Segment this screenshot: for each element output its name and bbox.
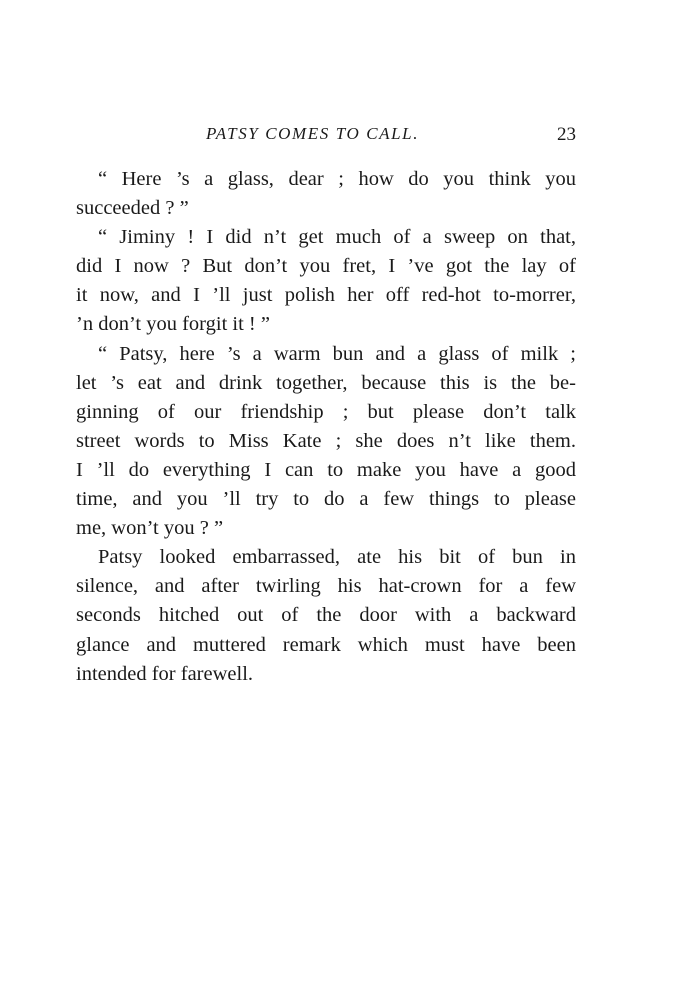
text-line: seconds hitched out of the door with a backward	[76, 604, 576, 627]
paragraph-2	[76, 223, 576, 339]
text-line: ginning of our friendship ; but please don’t talk	[76, 400, 576, 423]
text-line: ’n don’t you forgit it ! ”	[76, 313, 270, 336]
text-line: me, won’t you ? ”	[76, 517, 224, 540]
paragraph-1	[76, 165, 576, 223]
text-line: glance and muttered remark which must have been	[76, 633, 576, 656]
text-line: did I now ? But don’t you fret, I ’ve got the lay of	[76, 255, 576, 278]
text-line: let ’s eat and drink together, because this is the be-	[76, 371, 576, 394]
text-line: Patsy looked embarrassed, ate his bit of bun in	[98, 546, 576, 569]
text-line: “ Patsy, here ’s a warm bun and a glass of milk ;	[98, 342, 576, 365]
text-line: street words to Miss Kate ; she does n’t like them.	[76, 429, 576, 452]
text-line: succeeded ? ”	[76, 197, 189, 220]
paragraph-3	[76, 340, 576, 544]
paragraph-4	[76, 543, 576, 688]
text-line: time, and you ’ll try to do a few things to please	[76, 488, 576, 511]
running-head	[76, 124, 576, 152]
text-line: silence, and after twirling his hat-crown for a few	[76, 575, 576, 598]
running-title: PATSY COMES TO CALL.	[206, 124, 420, 143]
text-line: it now, and I ’ll just polish her off red-hot to-morrer,	[76, 284, 576, 307]
page-number: 23	[557, 124, 576, 145]
text-line: I ’ll do everything I can to make you have a good	[76, 458, 576, 481]
text-line: intended for farewell.	[76, 662, 254, 685]
body-text	[76, 165, 576, 689]
text-line: “ Here ’s a glass, dear ; how do you think you	[98, 168, 576, 190]
text-line: “ Jiminy ! I did n’t get much of a sweep on that,	[98, 226, 576, 249]
